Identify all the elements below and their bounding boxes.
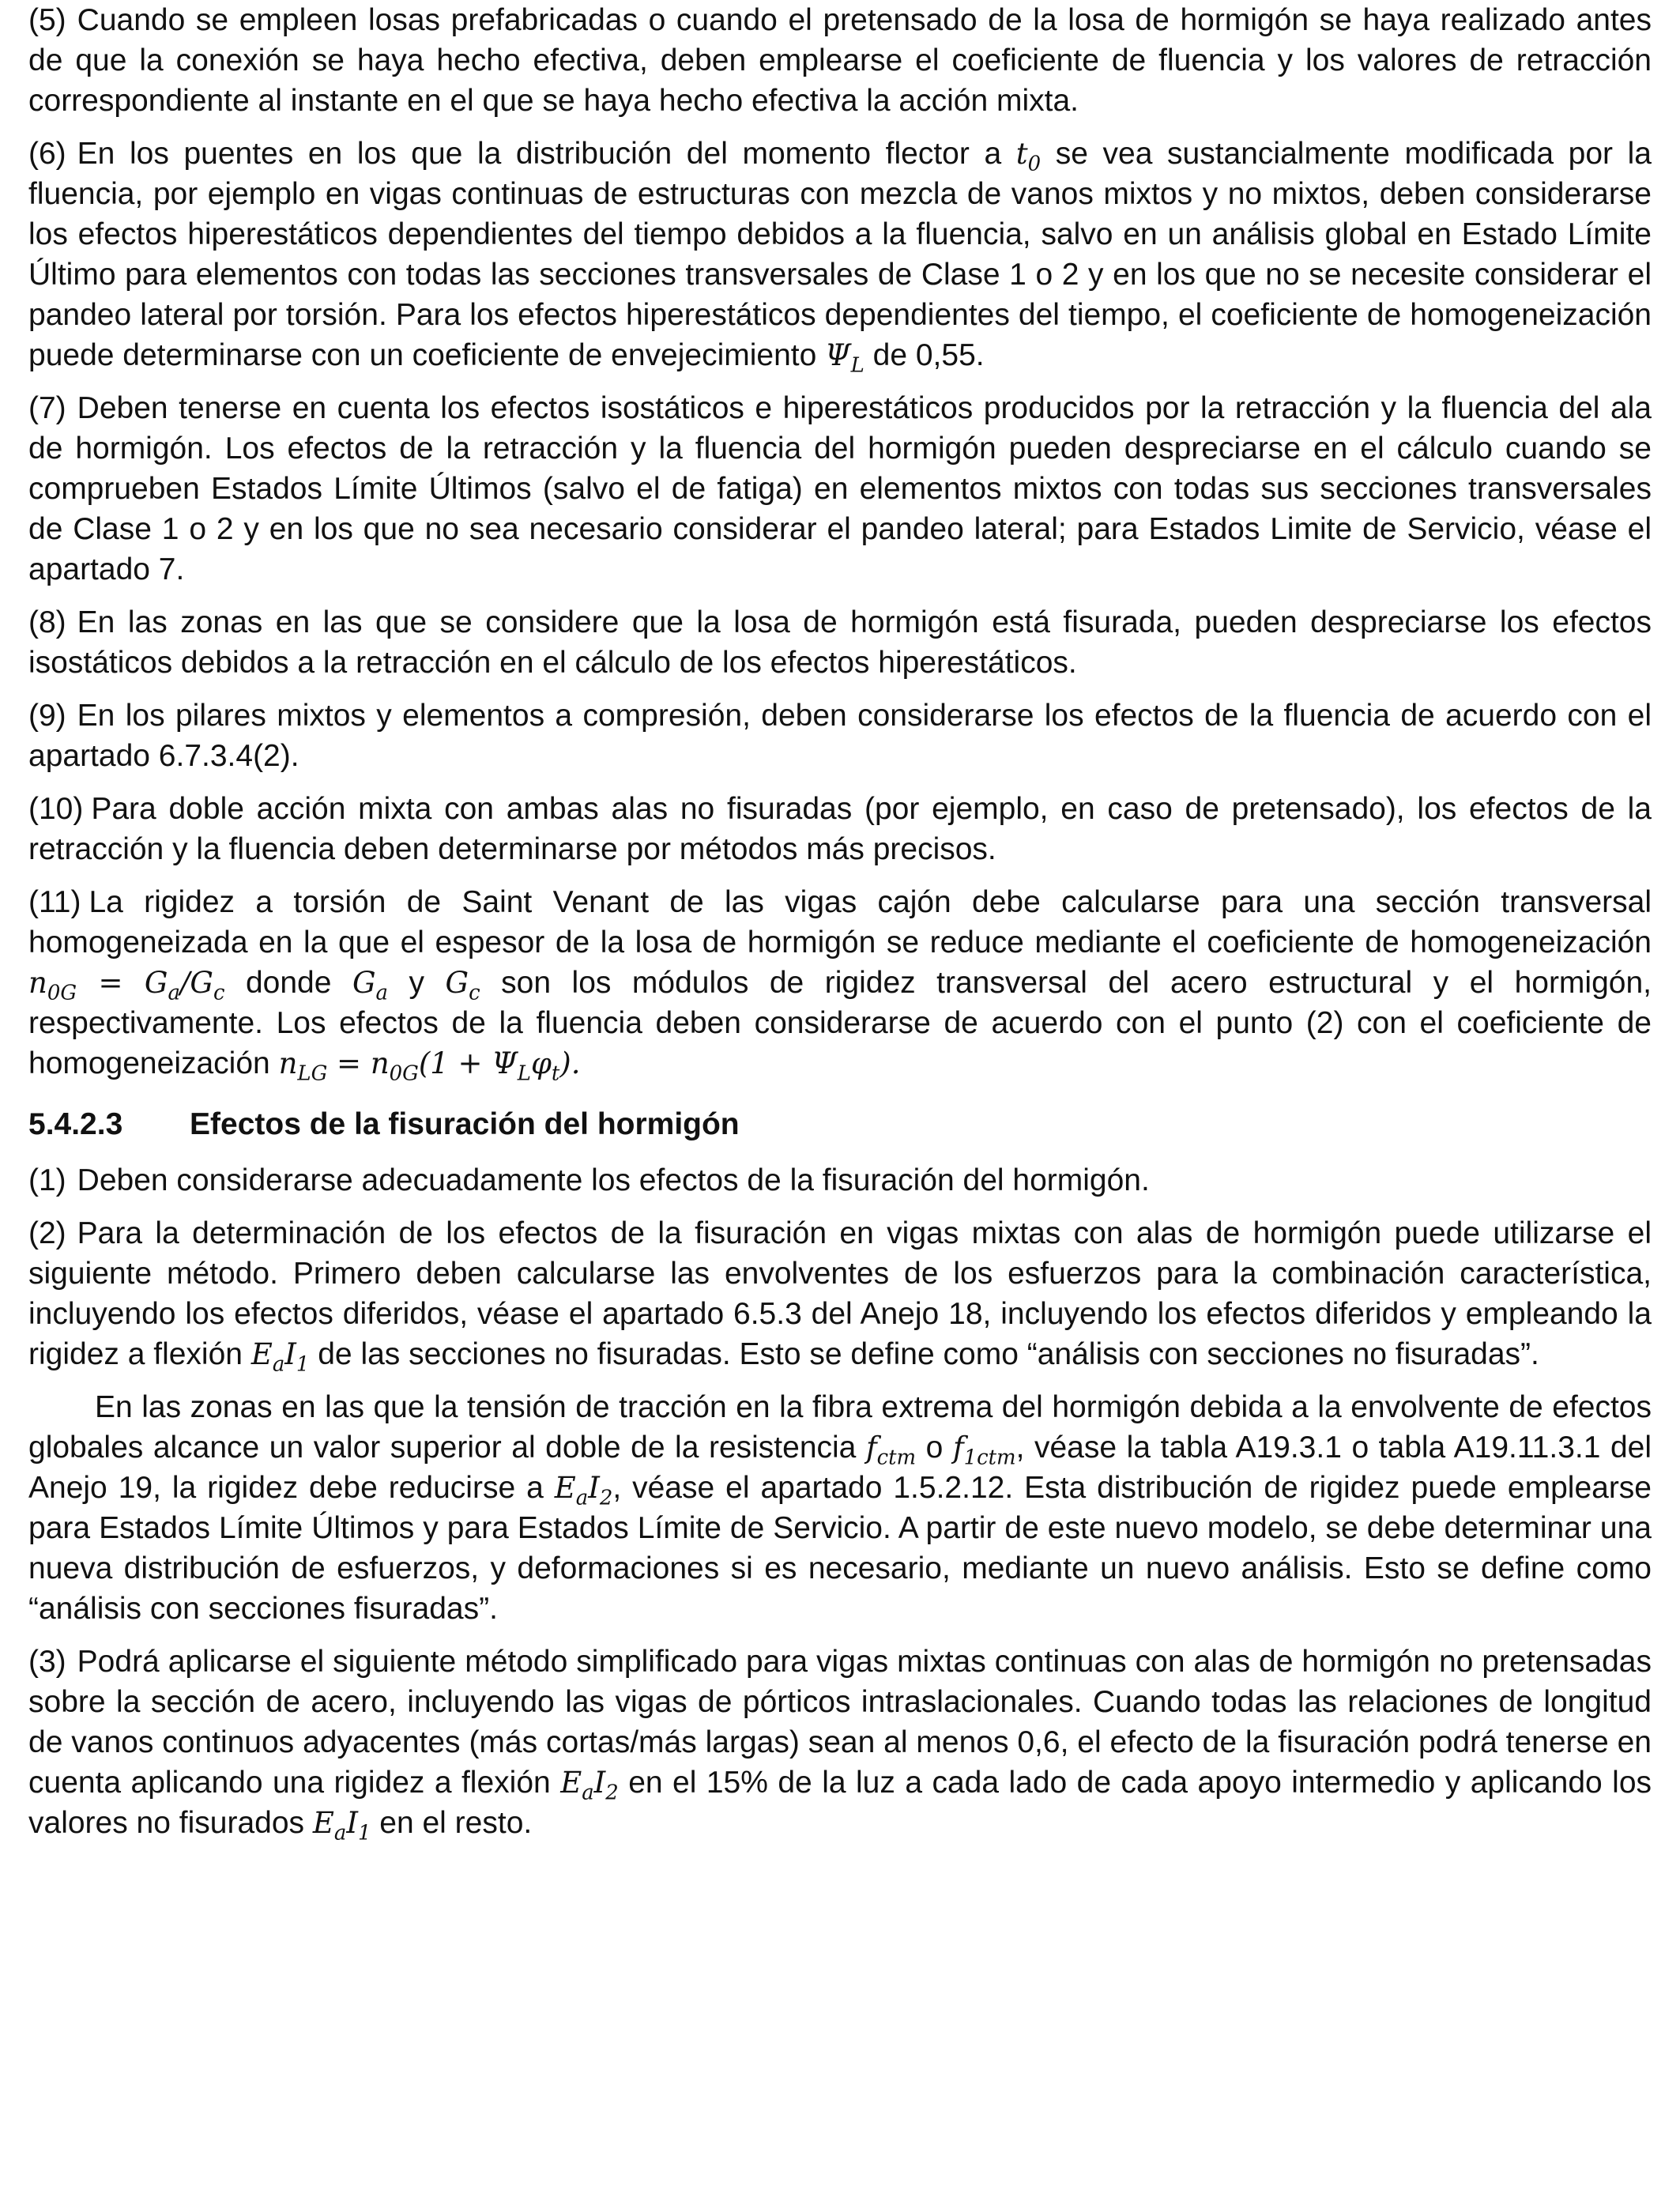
paragraph-text: En los puentes en los que la distribución del momento flector a bbox=[77, 137, 1002, 171]
paragraph-9 bbox=[28, 696, 1652, 776]
paragraph-8 bbox=[28, 602, 1652, 683]
paragraph-text: En las zonas en las que se considere que la losa de hormigón está fisurada, pueden despreciarse los efectos isostáticos debidos a la retracción en el cálculo de los efectos hiperestáticos. bbox=[28, 605, 1652, 680]
paragraph-text: en el resto. bbox=[379, 1806, 533, 1840]
paragraph-number: (8) bbox=[28, 605, 66, 639]
paragraph-text: En las zonas en las que la tensión de tracción en la fibra extrema del hormigón debida a la envolvente de efectos globales alcance un valor superior al doble de la resistencia bbox=[28, 1390, 1652, 1465]
math-symbol: $f_{ctm}$ bbox=[865, 1431, 917, 1470]
math-symbol: $f_{1ctm}$ bbox=[952, 1431, 1016, 1470]
math-symbol: $G_c$ bbox=[445, 966, 480, 1005]
paragraph-number: (3) bbox=[28, 1645, 66, 1679]
paragraph-text: donde bbox=[245, 966, 332, 1000]
section-paragraph-3 bbox=[28, 1642, 1652, 1843]
section-paragraph-1 bbox=[28, 1160, 1652, 1201]
paragraph-text: , véase el apartado 1.5.2.12. Esta distribución de rigidez puede emplearse para Estados Límite Últimos y para Estados Límite de Servicio. A partir de este nuevo modelo, se debe determinar una nueva distribución de esfuerzos, y deformaciones si es necesario, mediante un nuevo análisis. Esto se define como “análisis con secciones fisuradas”. bbox=[28, 1471, 1652, 1626]
math-symbol: $E_aI_1$ bbox=[312, 1806, 371, 1845]
section-paragraph-2 bbox=[28, 1213, 1652, 1377]
paragraph-number: (2) bbox=[28, 1216, 66, 1250]
paragraph-text: Deben tenerse en cuenta los efectos isostáticos e hiperestáticos producidos por la retracción y la fluencia del ala de hormigón. Los efectos de la retracción y la fluencia del hormigón pueden despreciarse en el cálculo cuando se comprueben Estados Límite Últimos (salvo el de fatiga) en elementos mixtos con todas sus secciones transversales de Clase 1 o 2 y en los que no sea necesario considerar el pandeo lateral; para Estados Limite de Servicio, véase el apartado 7. bbox=[28, 391, 1652, 586]
math-symbol: $G_a$ bbox=[352, 966, 388, 1005]
paragraph-text: Para doble acción mixta con ambas alas no fisuradas (por ejemplo, en caso de pretensado), los efectos de la retracción y la fluencia deben determinarse por métodos más precisos. bbox=[28, 792, 1652, 866]
paragraph-text: o bbox=[925, 1431, 944, 1465]
paragraph-text: En los pilares mixtos y elementos a compresión, deben considerarse los efectos de la fluencia de acuerdo con el apartado 6.7.3.4(2). bbox=[28, 699, 1652, 773]
math-equation: $n_{0G} = G_a/G_c$ bbox=[28, 966, 225, 1005]
paragraph-text: , véase la tabla A19.3.1 o tabla A19.11.3.1 del Anejo 19, la rigidez debe reducirse a bbox=[28, 1431, 1652, 1505]
paragraph-text: Para la determinación de los efectos de la fisuración en vigas mixtas con alas de hormigón puede utilizarse el siguiente método. Primero deben calcularse las envolventes de los esfuerzos para la combinación característica, incluyendo los efectos diferidos, véase el apartado 6.5.3 del Anejo 18, incluyendo los efectos diferidos y empleando la rigidez a flexión bbox=[28, 1216, 1652, 1371]
paragraph-number: (11) bbox=[28, 885, 81, 919]
paragraph-text: de las secciones no fisuradas. Esto se define como “análisis con secciones no fisuradas”. bbox=[318, 1337, 1539, 1371]
section-title: Efectos de la fisuración del hormigón bbox=[190, 1107, 740, 1141]
math-symbol: $\Psi_L$ bbox=[825, 338, 864, 378]
paragraph-text: Cuando se empleen losas prefabricadas o cuando el pretensado de la losa de hormigón se haya realizado antes de que la conexión se haya hecho efectiva, deben emplearse el coeficiente de fluencia y los valores de retracción correspondiente al instante en el que se haya hecho efectiva la acción mixta. bbox=[28, 3, 1652, 118]
math-equation: $n_{LG} = n_{0G}(1 + \Psi_L\varphi_t)$. bbox=[278, 1046, 581, 1086]
section-number: 5.4.2.3 bbox=[28, 1107, 123, 1141]
section-paragraph-2-continued bbox=[28, 1387, 1652, 1629]
section-heading bbox=[28, 1104, 1652, 1144]
paragraph-number: (9) bbox=[28, 699, 66, 733]
math-symbol: $E_aI_2$ bbox=[554, 1471, 613, 1510]
paragraph-text: en el 15% de la luz a cada lado de cada apoyo intermedio y aplicando los valores no fisurados bbox=[28, 1766, 1652, 1840]
paragraph-number: (10) bbox=[28, 792, 84, 826]
paragraph-10 bbox=[28, 789, 1652, 869]
paragraph-7 bbox=[28, 388, 1652, 590]
paragraph-text: son los módulos de rigidez transversal del acero estructural y el hormigón, respectivamente. Los efectos de la fluencia deben considerarse de acuerdo con el punto (2) con el coeficiente de homogeneización bbox=[28, 966, 1652, 1080]
paragraph-text: se vea sustancialmente modificada por la fluencia, por ejemplo en vigas continuas de estructuras con mezcla de vanos mixtos y no mixtos, deben considerarse los efectos hiperestáticos dependientes del tiempo debidos a la fluencia, salvo en un análisis global en Estado Límite Último para elementos con todas las secciones transversales de Clase 1 o 2 y en los que no se necesite considerar el pandeo lateral por torsión. Para los efectos hiperestáticos dependientes del tiempo, el coeficiente de homogeneización puede determinarse con un coeficiente de envejecimiento bbox=[28, 137, 1652, 372]
math-symbol: $t_0$ bbox=[1015, 137, 1042, 176]
paragraph-number: (6) bbox=[28, 137, 66, 171]
paragraph-text: y bbox=[409, 966, 424, 1000]
paragraph-text: de 0,55. bbox=[872, 338, 985, 372]
paragraph-text: La rigidez a torsión de Saint Venant de las vigas cajón debe calcularse para una sección transversal homogeneizada en la que el espesor de la losa de hormigón se reduce mediante el coeficiente de homogeneización bbox=[28, 885, 1652, 959]
math-symbol: $E_aI_1$ bbox=[250, 1337, 310, 1377]
paragraph-5 bbox=[28, 0, 1652, 121]
paragraph-text: Podrá aplicarse el siguiente método simplificado para vigas mixtas continuas con alas de hormigón no pretensadas sobre la sección de acero, incluyendo las vigas de pórticos intraslacionales. Cuando todas las relaciones de longitud de vanos continuos adyacentes (más cortas/más largas) sean al menos 0,6, el efecto de la fisuración podrá tenerse en cuenta aplicando una rigidez a flexión bbox=[28, 1645, 1652, 1800]
paragraph-text: Deben considerarse adecuadamente los efectos de la fisuración del hormigón. bbox=[77, 1163, 1150, 1197]
paragraph-6 bbox=[28, 134, 1652, 378]
paragraph-number: (7) bbox=[28, 391, 66, 425]
math-symbol: $E_aI_2$ bbox=[560, 1766, 619, 1805]
paragraph-number: (1) bbox=[28, 1163, 66, 1197]
paragraph-11 bbox=[28, 882, 1652, 1084]
paragraph-number: (5) bbox=[28, 3, 66, 37]
